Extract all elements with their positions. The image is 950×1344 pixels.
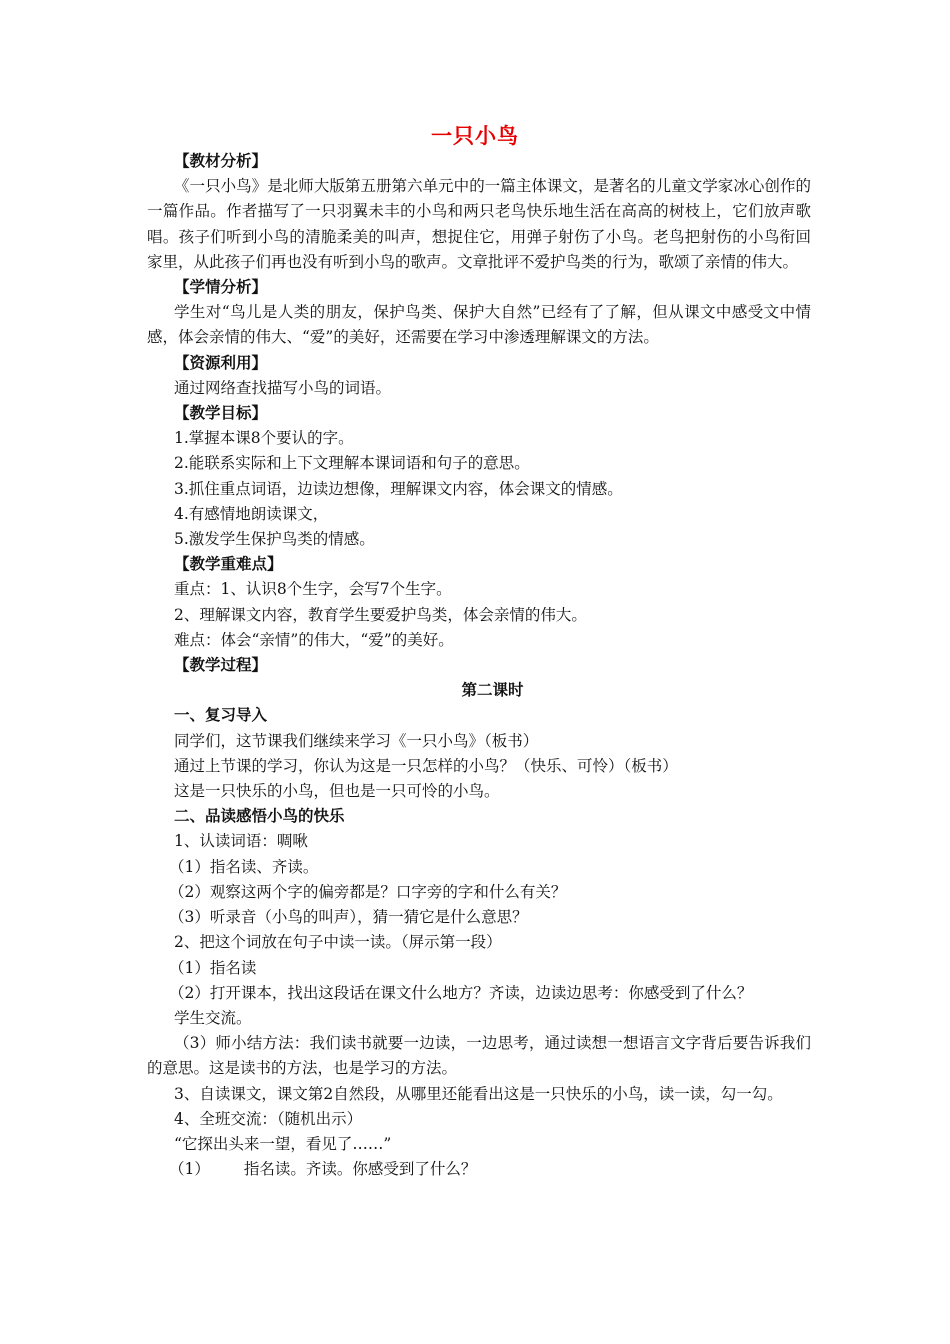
part2-step: 1、认读词语：啁啾 xyxy=(174,832,308,851)
page-title: 一只小鸟 xyxy=(431,124,519,148)
part2-summary: （3）师小结方法：我们读书就要一边读，一边思考，通过读想一想语言文字背后要告诉我们的意思。这是读书的方法，也是学习的方法。 xyxy=(147,1034,811,1078)
part2-heading: 二、品读感悟小鸟的快乐 xyxy=(174,807,345,826)
part1-line: 同学们，这节课我们继续来学习《一只小鸟》（板书） xyxy=(174,731,539,750)
quote-item-text: 指名读。齐读。你感受到了什么？ xyxy=(243,1160,477,1179)
analysis-paragraph: 《一只小鸟》是北师大版第五册第六单元中的一篇主体课文，是著名的儿童文学家冰心创作的一篇作品。作者描写了一只羽翼未丰的小鸟和两只老鸟快乐地生活在高高的树枝上，它们放声歌唱。孩子们听到小鸟的清脆柔美的叫声，想捉住它，用弹子射伤了小鸟。老鸟把射伤的小鸟衔回家里，从此孩子们再也没有听到小鸟的歌声。文章批评不爱护鸟类的行为，歌颂了亲情的伟大。 xyxy=(147,177,811,271)
section-heading-analysis: 【教材分析】 xyxy=(174,152,268,170)
goal-item: 3.抓住重点词语，边读边想像，理解课文内容，体会课文的情感。 xyxy=(174,479,623,498)
part2-step-item: （2）打开课本，找出这段话在课文什么地方？齐读，边读边思考：你感受到了什么？ xyxy=(169,983,753,1002)
quote-item xyxy=(147,1157,811,1182)
resources-paragraph: 通过网络查找描写小鸟的词语。 xyxy=(174,378,392,397)
goal-item: 1.掌握本课8个要认的字。 xyxy=(174,429,354,448)
section-heading-students: 【学情分析】 xyxy=(174,278,268,297)
quote-item-number: （1） xyxy=(169,1160,210,1179)
quote-line: “它探出头来一望，看见了……” xyxy=(174,1134,392,1153)
section-heading-process: 【教学过程】 xyxy=(174,656,268,675)
part1-line: 通过上节课的学习，你认为这是一只怎样的小鸟？（快乐、可怜）（板书） xyxy=(174,756,678,775)
students-paragraph: 学生对“鸟儿是人类的朋友，保护鸟类、保护大自然”已经有了了解，但从课文中感受文中情感，体会亲情的伟大、“爱”的美好，还需要在学习中渗透理解课文的方法。 xyxy=(147,303,811,347)
section-heading-goals: 【教学目标】 xyxy=(174,404,268,423)
part2-step-item: （1）指名读 xyxy=(169,958,257,977)
lesson-title: 第二课时 xyxy=(461,681,524,700)
section-heading-keypoints: 【教学重难点】 xyxy=(174,555,283,574)
part2-step: 4、全班交流：（随机出示） xyxy=(174,1109,363,1128)
goal-item: 2.能联系实际和上下文理解本课词语和句子的意思。 xyxy=(174,454,530,473)
keypoint-line: 重点：1、认识8个生字，会写7个生字。 xyxy=(174,580,452,599)
part2-step-item: （3）听录音（小鸟的叫声），猜一猜它是什么意思？ xyxy=(169,908,528,927)
part2-step: 2、把这个词放在句子中读一读。（屏示第一段） xyxy=(174,933,502,952)
keypoint-line: 难点：体会“亲情”的伟大，“爱”的美好。 xyxy=(174,630,454,649)
goal-item: 4.有感情地朗读课文， xyxy=(174,504,329,523)
keypoint-line: 2、理解课文内容，教育学生要爱护鸟类，体会亲情的伟大。 xyxy=(174,605,587,624)
document-body xyxy=(147,149,811,1182)
section-heading-resources: 【资源利用】 xyxy=(174,353,268,372)
part2-step-item: 学生交流。 xyxy=(174,1008,252,1027)
part2-step: 3、自读课文，课文第2自然段，从哪里还能看出这是一只快乐的小鸟，读一读，勾一勾。 xyxy=(174,1084,783,1103)
part2-step-item: （1）指名读、齐读。 xyxy=(169,857,319,876)
part2-step-item: （2）观察这两个字的偏旁都是？口字旁的字和什么有关？ xyxy=(169,882,567,901)
part1-line: 这是一只快乐的小鸟，但也是一只可怜的小鸟。 xyxy=(174,782,500,801)
part1-heading: 一、复习导入 xyxy=(174,706,268,725)
goal-item: 5.激发学生保护鸟类的情感。 xyxy=(174,530,375,549)
